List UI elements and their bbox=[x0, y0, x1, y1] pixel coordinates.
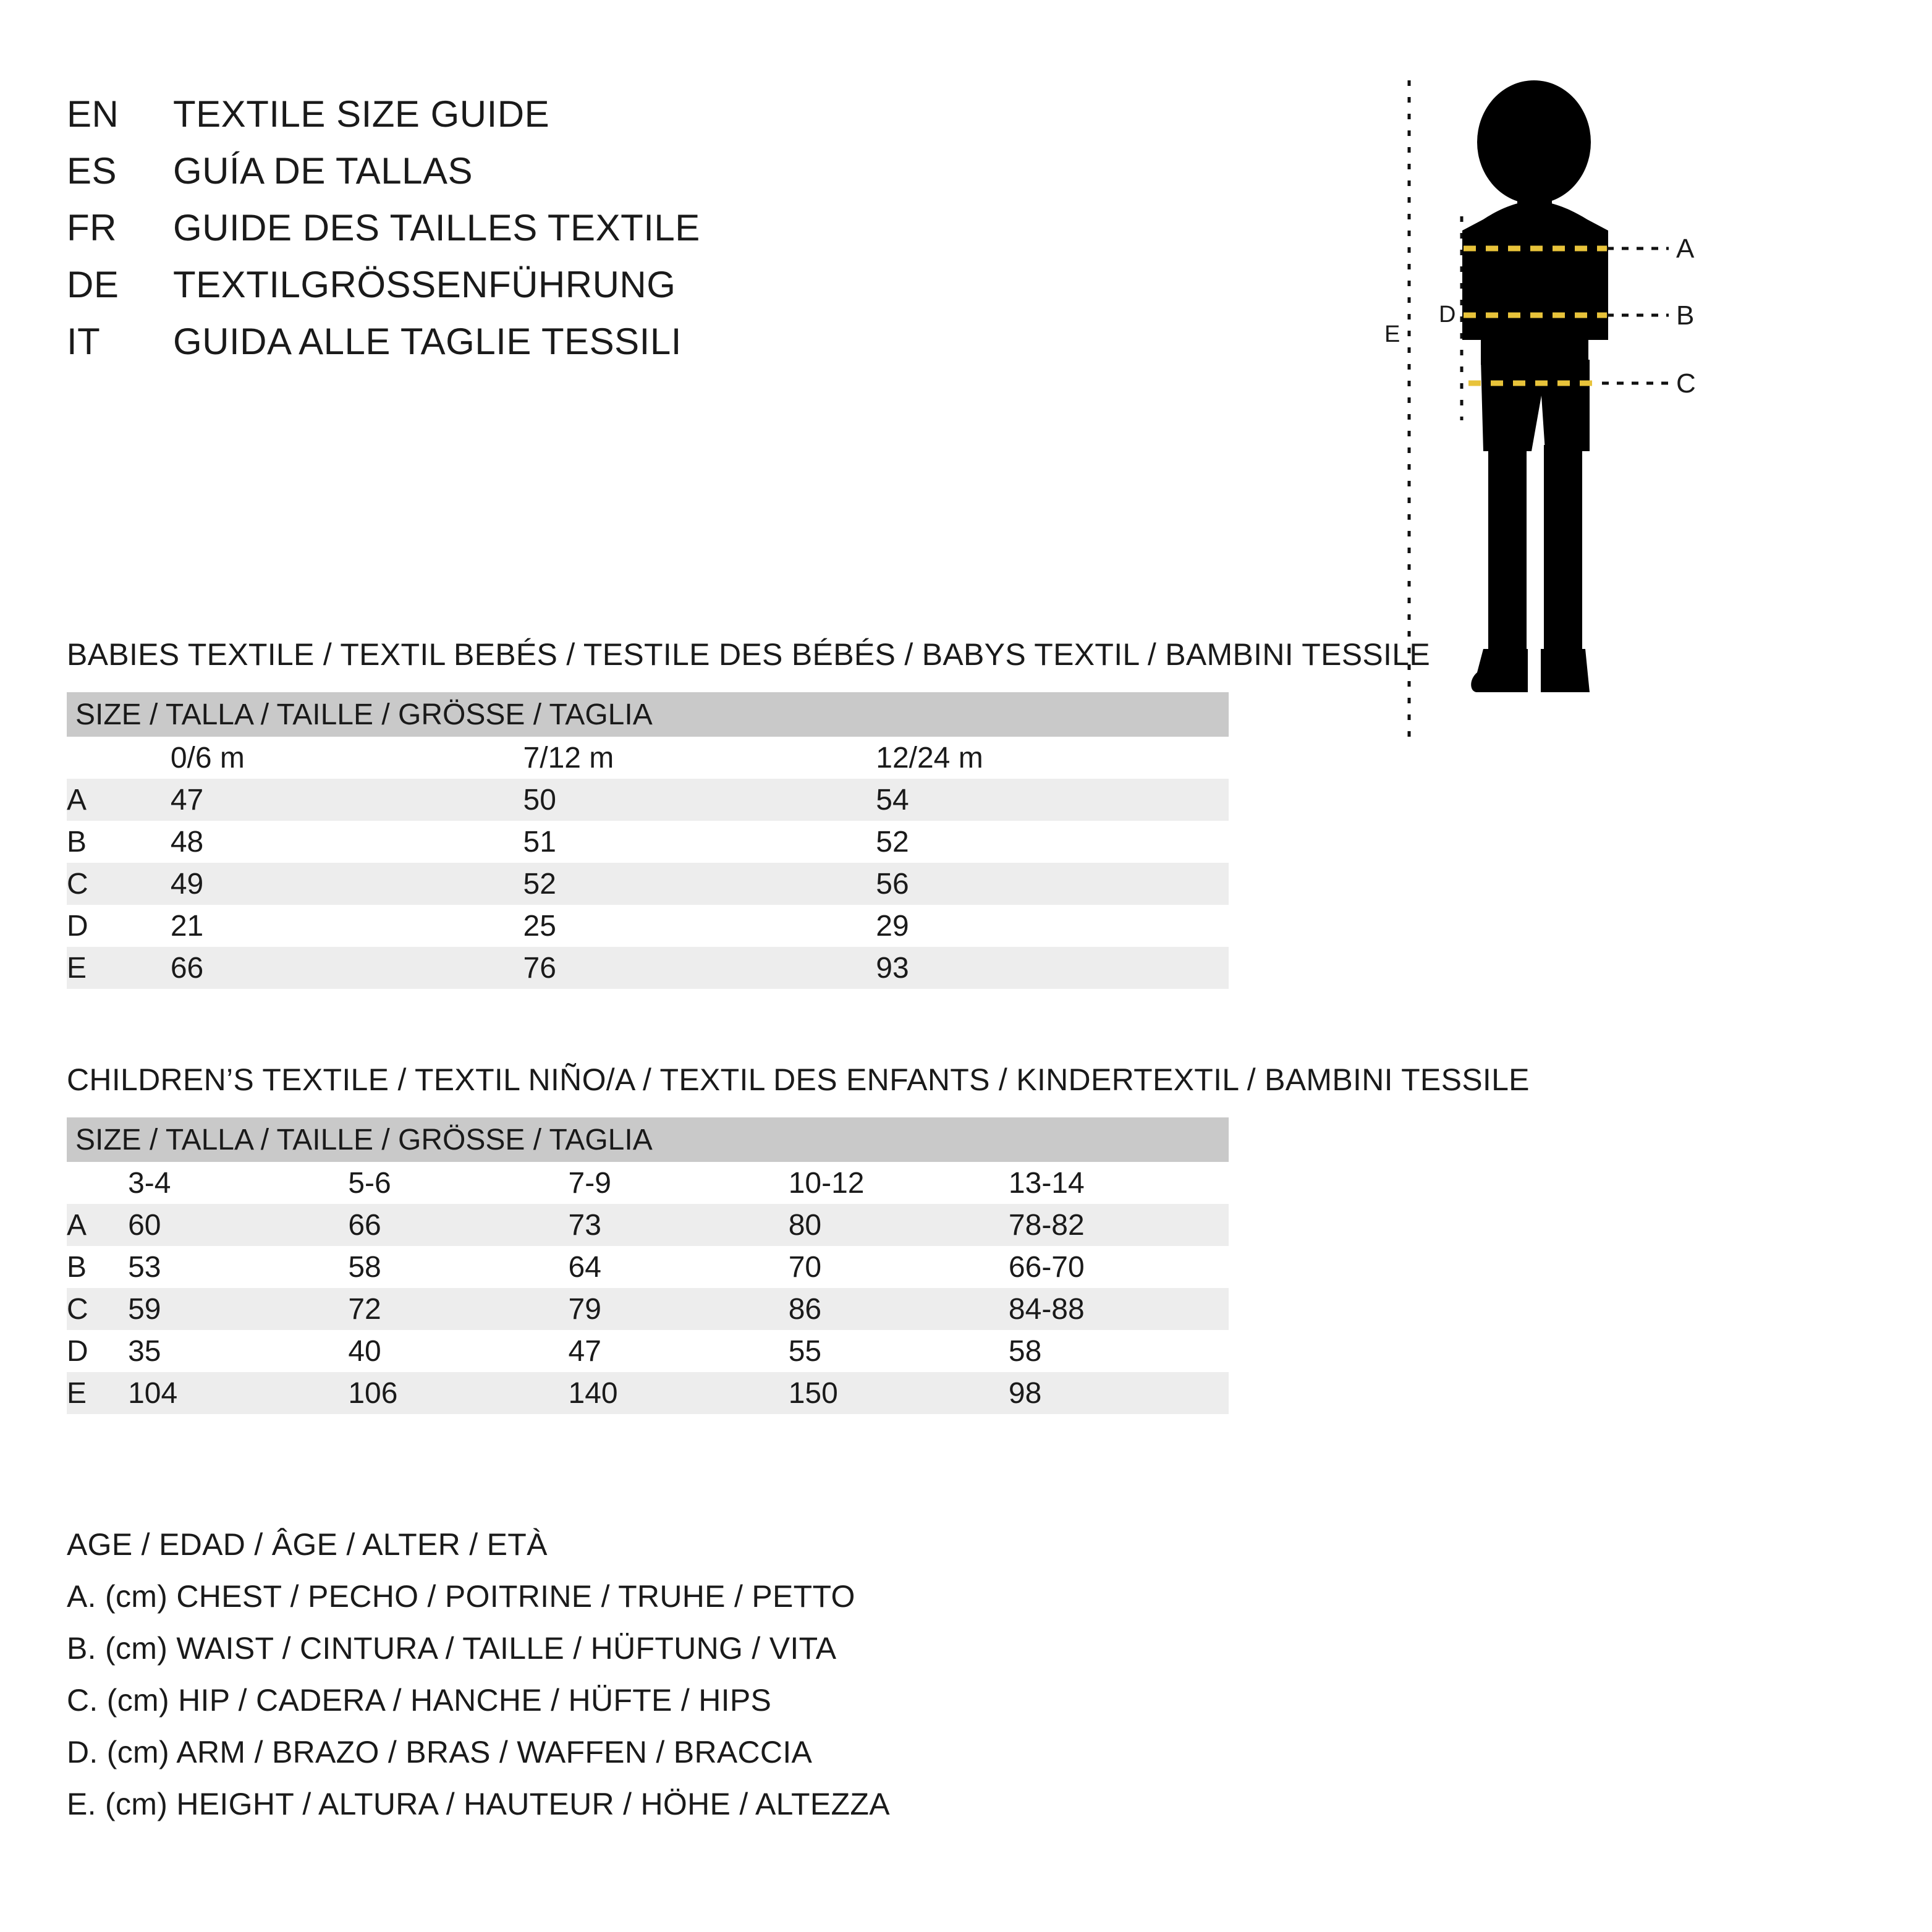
language-row-de bbox=[67, 263, 1241, 320]
children-cell-c-3: 86 bbox=[789, 1288, 1009, 1330]
babies-header-label: SIZE / TALLA / TAILLE / GRÖSSE / TAGLIA bbox=[67, 692, 1229, 737]
children-col-header-3: 10-12 bbox=[789, 1162, 1009, 1204]
language-text-es: GUÍA DE TALLAS bbox=[173, 150, 473, 192]
children-cell-b-0: 53 bbox=[128, 1246, 348, 1288]
legend-line-arm: D. (cm) ARM / BRAZO / BRAS / WAFFEN / BRACCIA bbox=[67, 1735, 813, 1769]
language-code-es: ES bbox=[67, 150, 117, 192]
children-cell-e-4: 98 bbox=[1009, 1372, 1229, 1414]
figure-label-e: E bbox=[1384, 321, 1400, 347]
children-row-label-c: C bbox=[67, 1288, 128, 1330]
language-row-fr bbox=[67, 206, 1241, 263]
measurement-figure bbox=[1384, 74, 1885, 766]
children-column-headers bbox=[67, 1162, 1229, 1204]
children-cell-d-2: 47 bbox=[569, 1330, 789, 1372]
language-code-en: EN bbox=[67, 93, 119, 135]
babies-cell-d-1: 25 bbox=[523, 905, 876, 947]
children-cell-d-1: 40 bbox=[348, 1330, 568, 1372]
table-row bbox=[67, 1372, 1229, 1414]
babies-col-header-0: 0/6 m bbox=[171, 737, 523, 779]
children-cell-a-2: 73 bbox=[569, 1204, 789, 1246]
language-row-it bbox=[67, 320, 1241, 377]
table-row bbox=[67, 905, 1229, 947]
babies-row-label-e: E bbox=[67, 947, 171, 989]
children-cell-b-3: 70 bbox=[789, 1246, 1009, 1288]
figure-label-d: D bbox=[1439, 302, 1456, 328]
children-section-title: CHILDREN’S TEXTILE / TEXTIL NIÑO/A / TEXTIL DES ENFANTS / KINDERTEXTIL / BAMBINI TESSILE bbox=[67, 1062, 1530, 1097]
babies-size-table bbox=[67, 692, 1229, 989]
babies-cell-d-0: 21 bbox=[171, 905, 523, 947]
table-row bbox=[67, 1204, 1229, 1246]
babies-cell-c-2: 56 bbox=[876, 863, 1229, 905]
language-title-block bbox=[67, 93, 1241, 377]
babies-row-label-d: D bbox=[67, 905, 171, 947]
babies-cell-a-0: 47 bbox=[171, 779, 523, 821]
children-cell-a-1: 66 bbox=[348, 1204, 568, 1246]
language-text-de: TEXTILGRÖSSENFÜHRUNG bbox=[173, 264, 676, 305]
children-cell-a-3: 80 bbox=[789, 1204, 1009, 1246]
children-cell-c-1: 72 bbox=[348, 1288, 568, 1330]
children-col-header-1: 5-6 bbox=[348, 1162, 568, 1204]
babies-cell-a-2: 54 bbox=[876, 779, 1229, 821]
children-cell-d-0: 35 bbox=[128, 1330, 348, 1372]
language-code-it: IT bbox=[67, 321, 101, 362]
table-row bbox=[67, 1246, 1229, 1288]
children-size-table bbox=[67, 1117, 1229, 1414]
babies-col-header-1: 7/12 m bbox=[523, 737, 876, 779]
children-cell-c-0: 59 bbox=[128, 1288, 348, 1330]
language-text-en: TEXTILE SIZE GUIDE bbox=[173, 93, 550, 135]
babies-row-label-b: B bbox=[67, 821, 171, 863]
table-row bbox=[67, 1288, 1229, 1330]
children-row-label-d: D bbox=[67, 1330, 128, 1372]
children-corner-cell bbox=[67, 1162, 128, 1204]
table-row bbox=[67, 947, 1229, 989]
legend-line-age: AGE / EDAD / ÂGE / ALTER / ETÀ bbox=[67, 1527, 548, 1562]
children-row-label-e: E bbox=[67, 1372, 128, 1414]
babies-cell-c-0: 49 bbox=[171, 863, 523, 905]
children-cell-d-4: 58 bbox=[1009, 1330, 1229, 1372]
children-cell-d-3: 55 bbox=[789, 1330, 1009, 1372]
babies-corner-cell bbox=[67, 737, 171, 779]
legend-line-hip: C. (cm) HIP / CADERA / HANCHE / HÜFTE / HIPS bbox=[67, 1683, 772, 1718]
legend-line-chest: A. (cm) CHEST / PECHO / POITRINE / TRUHE / PETTO bbox=[67, 1579, 855, 1614]
language-row-en bbox=[67, 93, 1241, 150]
children-table-header-bar bbox=[67, 1117, 1229, 1162]
children-col-header-2: 7-9 bbox=[569, 1162, 789, 1204]
language-code-de: DE bbox=[67, 264, 119, 305]
babies-cell-d-2: 29 bbox=[876, 905, 1229, 947]
table-row bbox=[67, 863, 1229, 905]
figure-label-b: B bbox=[1676, 300, 1695, 331]
children-cell-b-4: 66-70 bbox=[1009, 1246, 1229, 1288]
children-cell-c-4: 84-88 bbox=[1009, 1288, 1229, 1330]
children-cell-b-1: 58 bbox=[348, 1246, 568, 1288]
babies-table-header-bar bbox=[67, 692, 1229, 737]
child-silhouette bbox=[1462, 80, 1608, 692]
children-cell-a-0: 60 bbox=[128, 1204, 348, 1246]
children-col-header-4: 13-14 bbox=[1009, 1162, 1229, 1204]
babies-row-label-c: C bbox=[67, 863, 171, 905]
children-cell-e-1: 106 bbox=[348, 1372, 568, 1414]
babies-cell-b-0: 48 bbox=[171, 821, 523, 863]
table-row bbox=[67, 1330, 1229, 1372]
children-row-label-b: B bbox=[67, 1246, 128, 1288]
figure-label-a: A bbox=[1676, 234, 1695, 264]
babies-cell-e-0: 66 bbox=[171, 947, 523, 989]
language-text-it: GUIDA ALLE TAGLIE TESSILI bbox=[173, 321, 682, 362]
measurement-legend bbox=[67, 1527, 1303, 1838]
babies-col-header-2: 12/24 m bbox=[876, 737, 1229, 779]
babies-cell-c-1: 52 bbox=[523, 863, 876, 905]
legend-line-waist: B. (cm) WAIST / CINTURA / TAILLE / HÜFTUNG / VITA bbox=[67, 1631, 837, 1666]
children-header-label: SIZE / TALLA / TAILLE / GRÖSSE / TAGLIA bbox=[67, 1117, 1229, 1162]
children-cell-e-2: 140 bbox=[569, 1372, 789, 1414]
figure-label-c: C bbox=[1676, 368, 1696, 399]
babies-column-headers bbox=[67, 737, 1229, 779]
children-cell-e-3: 150 bbox=[789, 1372, 1009, 1414]
babies-row-label-a: A bbox=[67, 779, 171, 821]
children-cell-a-4: 78-82 bbox=[1009, 1204, 1229, 1246]
language-code-fr: FR bbox=[67, 207, 117, 248]
table-row bbox=[67, 779, 1229, 821]
babies-cell-e-2: 93 bbox=[876, 947, 1229, 989]
babies-cell-b-2: 52 bbox=[876, 821, 1229, 863]
language-text-fr: GUIDE DES TAILLES TEXTILE bbox=[173, 207, 700, 248]
children-col-header-0: 3-4 bbox=[128, 1162, 348, 1204]
children-cell-c-2: 79 bbox=[569, 1288, 789, 1330]
babies-section-title: BABIES TEXTILE / TEXTIL BEBÉS / TESTILE DES BÉBÉS / BABYS TEXTIL / BAMBINI TESSILE bbox=[67, 637, 1430, 672]
babies-cell-b-1: 51 bbox=[523, 821, 876, 863]
language-row-es bbox=[67, 150, 1241, 206]
children-row-label-a: A bbox=[67, 1204, 128, 1246]
children-cell-b-2: 64 bbox=[569, 1246, 789, 1288]
babies-cell-e-1: 76 bbox=[523, 947, 876, 989]
table-row bbox=[67, 821, 1229, 863]
children-cell-e-0: 104 bbox=[128, 1372, 348, 1414]
babies-cell-a-1: 50 bbox=[523, 779, 876, 821]
legend-line-height: E. (cm) HEIGHT / ALTURA / HAUTEUR / HÖHE / ALTEZZA bbox=[67, 1787, 890, 1821]
